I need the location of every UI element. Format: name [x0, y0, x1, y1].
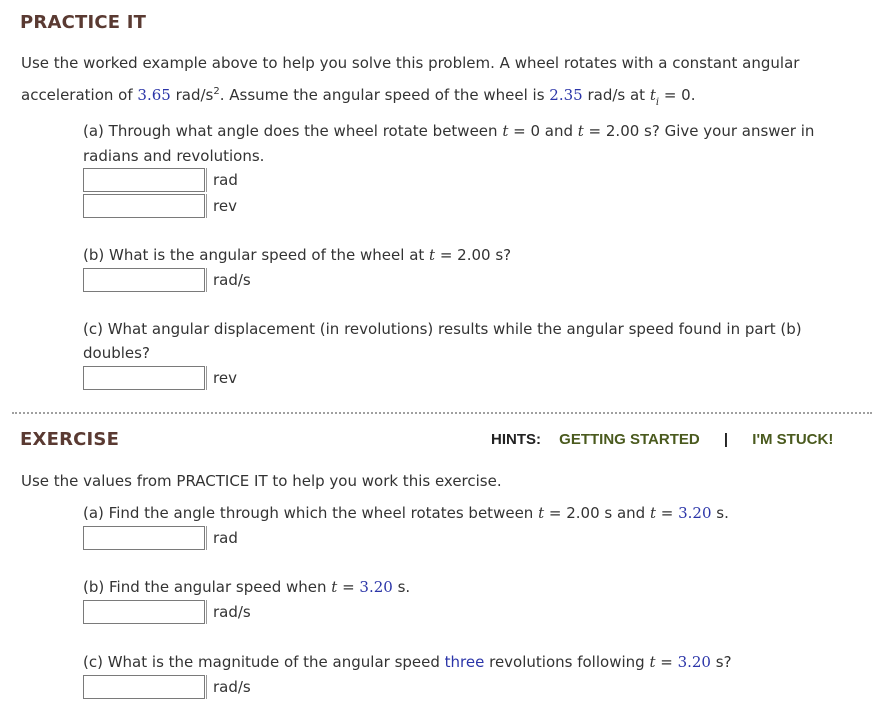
question-text: = 0 and — [508, 122, 578, 140]
question-text: = — [337, 578, 360, 596]
practice-b-input[interactable] — [83, 268, 205, 292]
hints-bar — [491, 431, 833, 448]
question-text: (a) Find the angle through which the wheel rotates between — [83, 504, 539, 522]
unit-label: rad/s — [206, 675, 251, 699]
exercise-a-input[interactable] — [83, 526, 205, 550]
revolution-count: three — [444, 653, 485, 671]
intro-text: . Assume the angular speed of the wheel is — [219, 86, 550, 104]
practice-heading: PRACTICE IT — [20, 12, 147, 33]
hint-separator: | — [723, 431, 729, 448]
practice-question-b — [83, 245, 511, 265]
question-text: (c) What is the magnitude of the angular speed — [83, 653, 445, 671]
practice-question-c-line2: doubles? — [83, 344, 150, 362]
exponent: 2 — [213, 86, 220, 97]
acceleration-value: 3.65 — [137, 86, 171, 104]
time-variable: t — [331, 578, 338, 596]
practice-c-input[interactable] — [83, 366, 205, 390]
exercise-b-input[interactable] — [83, 600, 205, 624]
question-text: (b) What is the angular speed of the wheel at — [83, 246, 430, 264]
section-divider — [12, 412, 872, 414]
time-variable: t — [502, 122, 509, 140]
practice-a-rad-input[interactable] — [83, 168, 205, 192]
exercise-question-b — [83, 577, 410, 597]
time-variable: t — [577, 122, 584, 140]
question-text: (b) Find the angular speed when — [83, 578, 332, 596]
unit-label: rad/s — [206, 600, 251, 624]
practice-a-rev-input[interactable] — [83, 194, 205, 218]
time-variable: t — [649, 86, 656, 104]
question-text: = — [655, 653, 678, 671]
unit-label: rev — [206, 366, 237, 390]
question-text: = 2.00 s? — [435, 246, 512, 264]
exercise-question-c — [83, 652, 732, 672]
speed-value: 2.35 — [549, 86, 583, 104]
time-variable: t — [649, 653, 656, 671]
intro-text: rad/s at — [582, 86, 650, 104]
practice-intro-line2 — [21, 82, 695, 113]
exercise-c-input[interactable] — [83, 675, 205, 699]
practice-question-a-line2: radians and revolutions. — [83, 147, 265, 165]
time-value: 3.20 — [678, 504, 712, 522]
unit-label: rad/s — [206, 268, 251, 292]
question-text: = — [655, 504, 679, 522]
im-stuck-link[interactable]: I'M STUCK! — [752, 431, 834, 448]
intro-text: = 0. — [659, 86, 696, 104]
exercise-heading: EXERCISE — [20, 429, 120, 450]
exercise-intro: Use the values from PRACTICE IT to help you work this exercise. — [21, 472, 502, 490]
practice-intro-line1: Use the worked example above to help you solve this problem. A wheel rotates with a constant angular — [21, 54, 800, 72]
question-text: s. — [711, 504, 729, 522]
intro-text: acceleration of — [21, 86, 138, 104]
time-variable: t — [429, 246, 436, 264]
unit-label: rad — [206, 168, 238, 192]
time-value: 3.20 — [677, 653, 711, 671]
practice-question-c: (c) What angular displacement (in revolutions) results while the angular speed found in part (b) — [83, 320, 802, 338]
time-variable: t — [538, 504, 545, 522]
time-subscript: i — [655, 97, 660, 108]
question-text: s. — [392, 578, 411, 596]
intro-text: rad/s — [170, 86, 214, 104]
question-text: = 2.00 s and — [544, 504, 650, 522]
time-value: 3.20 — [359, 578, 393, 596]
exercise-question-a — [83, 503, 729, 523]
practice-question-a — [83, 121, 814, 141]
hints-label: HINTS: — [491, 431, 541, 448]
question-text: revolutions following — [484, 653, 650, 671]
unit-label: rad — [206, 526, 238, 550]
question-text: = 2.00 s? Give your answer in — [583, 122, 815, 140]
question-text: s? — [710, 653, 732, 671]
question-text: (a) Through what angle does the wheel rotate between — [83, 122, 503, 140]
time-variable: t — [649, 504, 656, 522]
unit-label: rev — [206, 194, 237, 218]
getting-started-link[interactable]: GETTING STARTED — [559, 431, 700, 448]
